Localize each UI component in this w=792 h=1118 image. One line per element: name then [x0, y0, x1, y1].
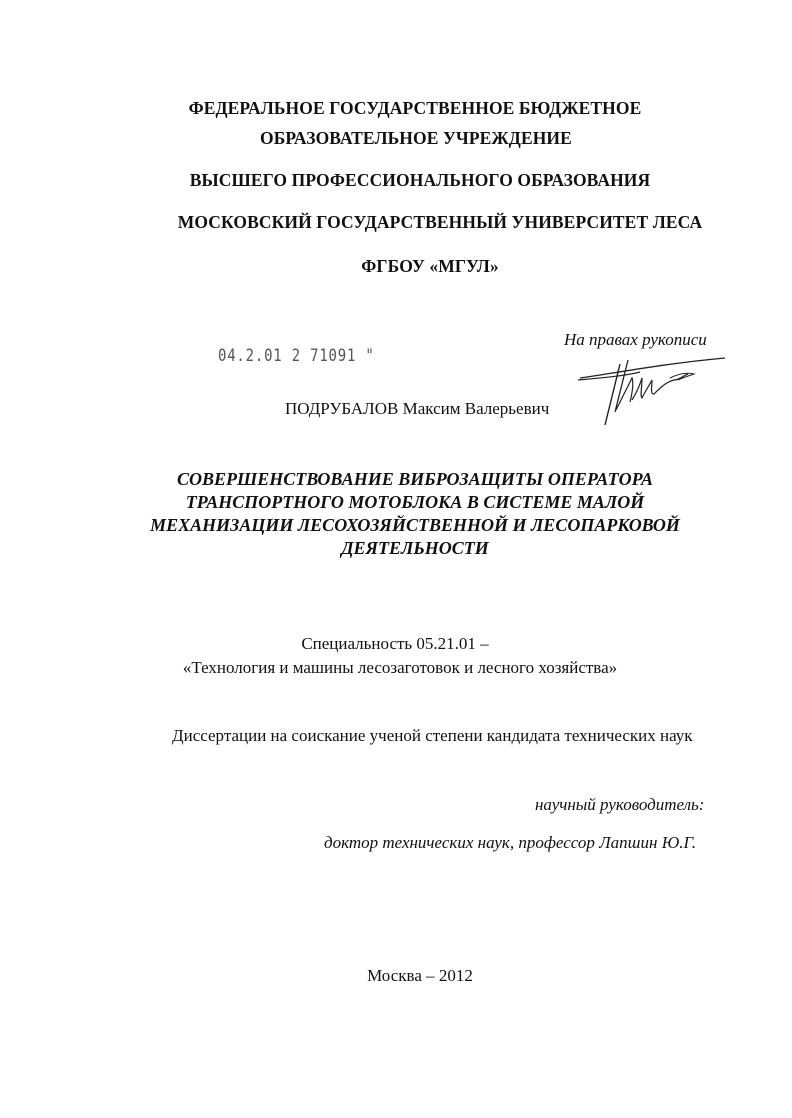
header-line-5: ФГБОУ «МГУЛ»	[361, 256, 499, 276]
dissertation-degree: Диссертации на соискание ученой степени кандидата технических наук	[172, 726, 693, 745]
supervisor-name: доктор технических наук, профессор Лапшин Ю.Г.	[324, 833, 697, 852]
author-name: ПОДРУБАЛОВ Максим Валерьевич	[285, 399, 550, 418]
dissertation-title	[140, 468, 690, 560]
header-line-4: МОСКОВСКИЙ ГОСУДАРСТВЕННЫЙ УНИВЕРСИТЕТ ЛЕСА	[177, 212, 703, 232]
specialty-code: Специальность 05.21.01 –	[301, 634, 489, 653]
archive-stamp-number: 04.2.01 2 71091 "	[218, 346, 375, 366]
manuscript-note: На правах рукописи	[564, 330, 707, 349]
title-line-2: ТРАНСПОРТНОГО МОТОБЛОКА В СИСТЕМЕ МАЛОЙ	[185, 492, 645, 512]
title-line-3: МЕХАНИЗАЦИИ ЛЕСОХОЗЯЙСТВЕННОЙ И ЛЕСОПАРКОВОЙ	[150, 515, 680, 535]
header-line-3: ВЫСШЕГО ПРОФЕССИОНАЛЬНОГО ОБРАЗОВАНИЯ	[189, 170, 651, 190]
specialty-name: «Технология и машины лесозаготовок и лесного хозяйства»	[182, 658, 618, 677]
title-line-1: СОВЕРШЕНСТВОВАНИЕ ВИБРОЗАЩИТЫ ОПЕРАТОРА	[176, 469, 653, 489]
signature-image	[570, 350, 730, 430]
title-line-4: ДЕЯТЕЛЬНОСТИ	[341, 538, 489, 558]
city-year: Москва – 2012	[367, 966, 473, 985]
header-line-1: ФЕДЕРАЛЬНОЕ ГОСУДАРСТВЕННОЕ БЮДЖЕТНОЕ	[188, 98, 642, 118]
header-line-2: ОБРАЗОВАТЕЛЬНОЕ УЧРЕЖДЕНИЕ	[260, 128, 572, 148]
supervisor-label: научный руководитель:	[535, 795, 705, 814]
